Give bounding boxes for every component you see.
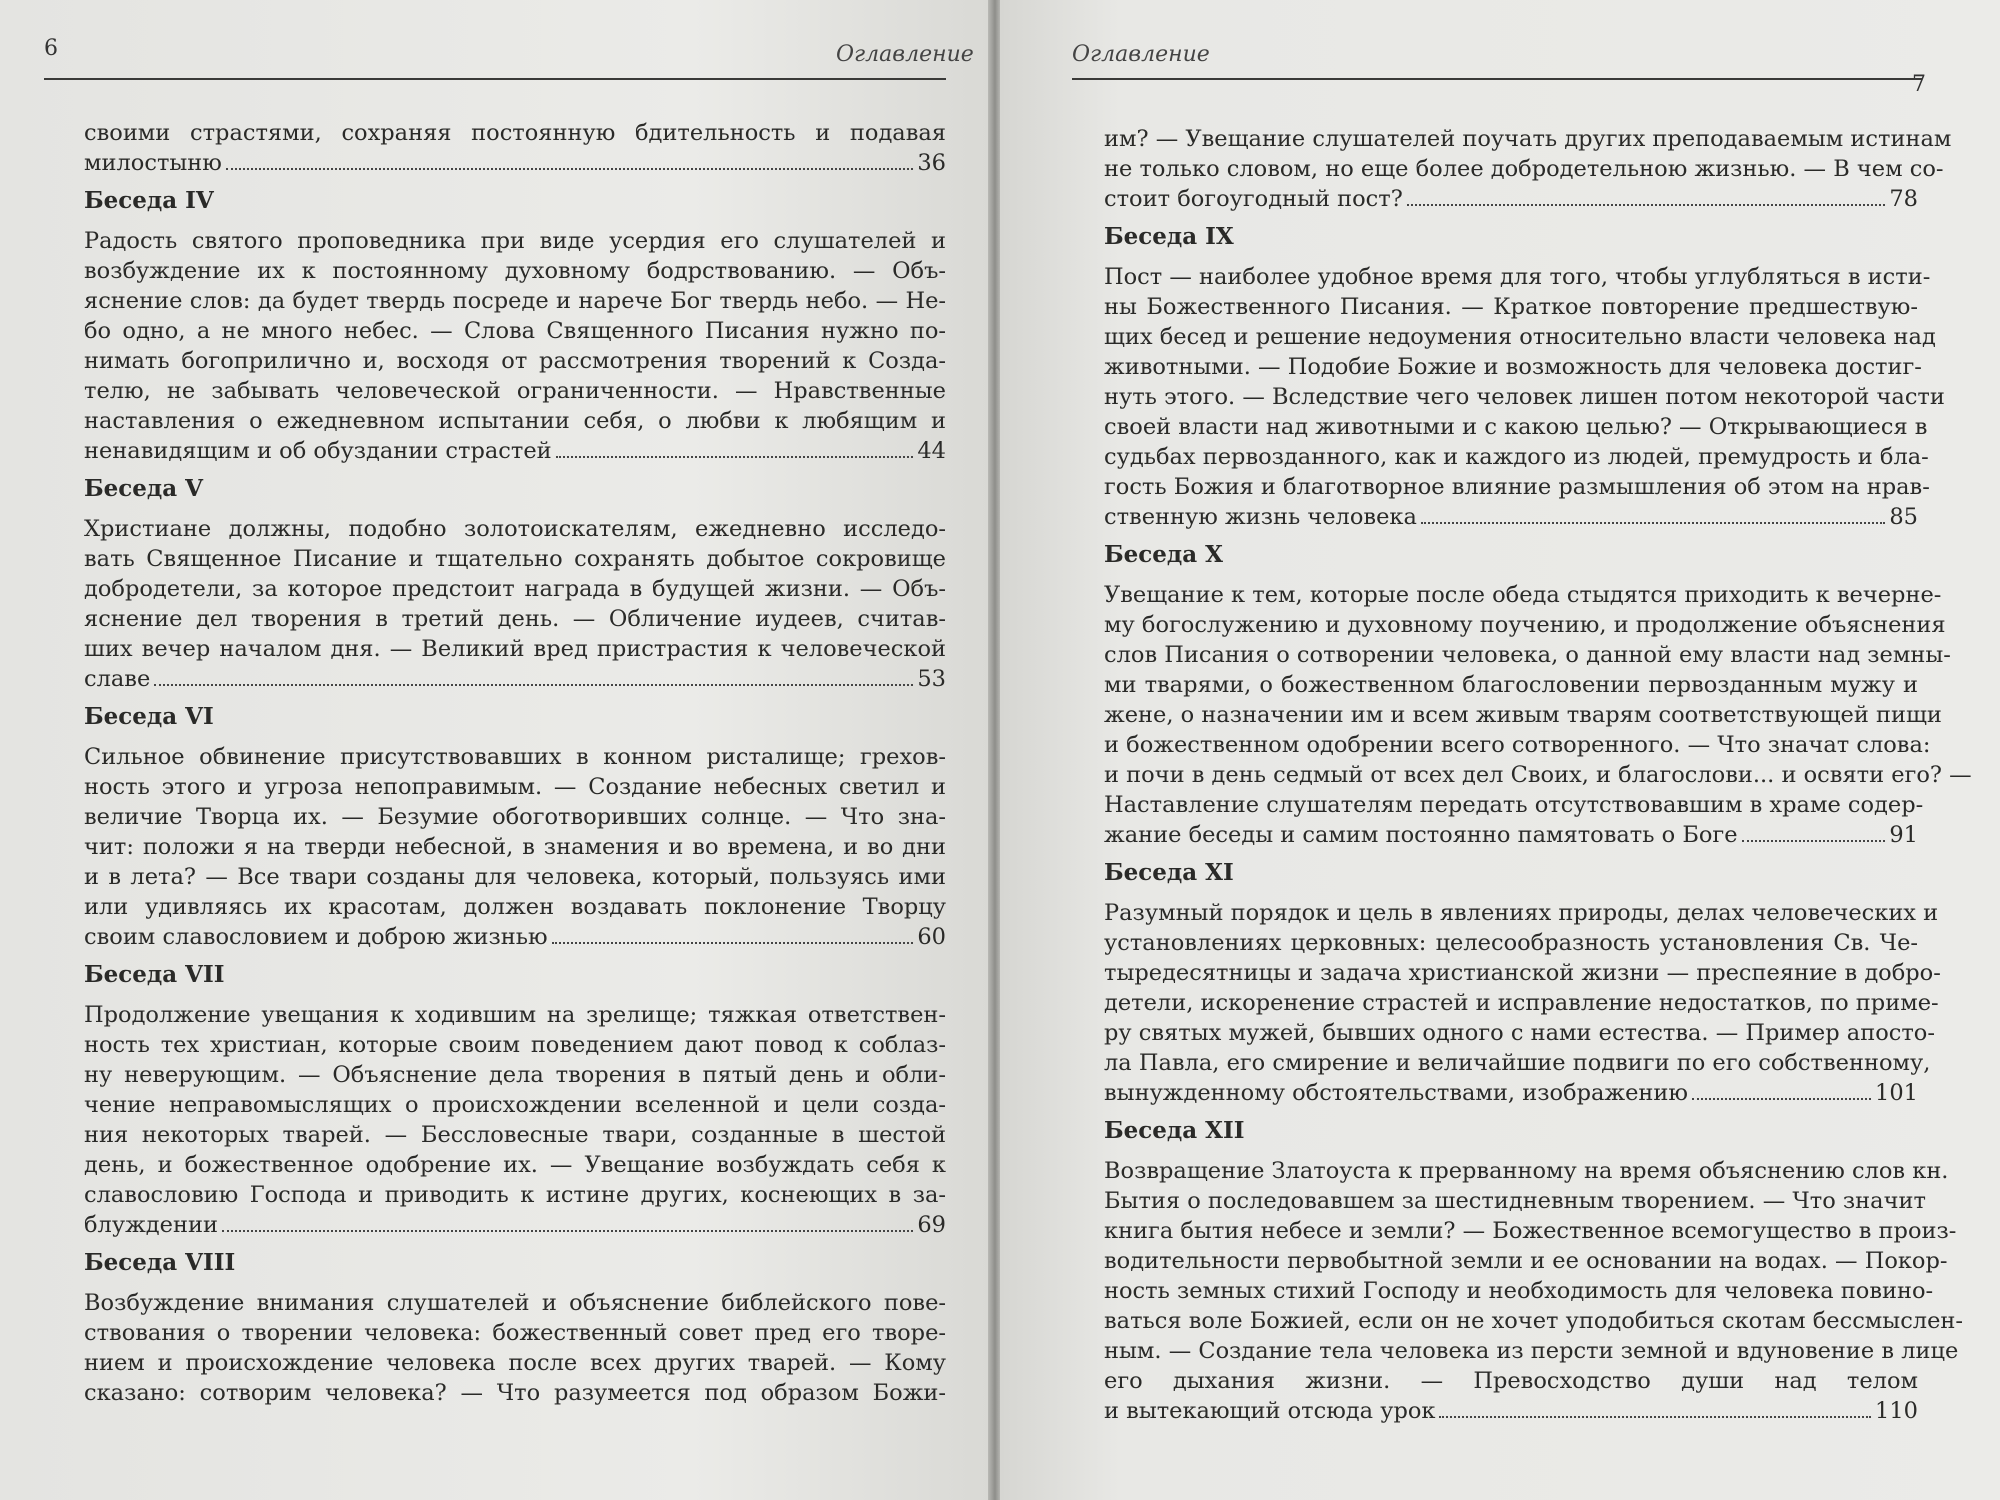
toc-text-line: его дыхания жизни. — Превосходство души над телом (1104, 1368, 1918, 1394)
dot-leader (1421, 522, 1886, 524)
toc-text-line: Возбуждение внимания слушателей и объяснение библейского пове- (84, 1290, 946, 1316)
sermon-heading: Беседа X (1104, 541, 1224, 568)
dot-leader (556, 456, 914, 458)
toc-text-line: чит: положи я на тверди небесной, в знамения и во времена, и во дни (84, 834, 946, 860)
toc-text-line: водительности первобытной земли и ее основании на водах. — Покор- (1104, 1248, 1948, 1274)
toc-page-number: 91 (1889, 822, 1918, 848)
toc-text-line: наставления о ежедневном испытании себя, о любви к любящим и (84, 408, 946, 434)
page-number: 6 (44, 36, 58, 61)
toc-entry-row (84, 922, 946, 952)
dot-leader (226, 168, 913, 170)
toc-entry (84, 960, 946, 1240)
toc-text-line: слов Писания о сотворении человека, о данной ему власти над земны- (1104, 642, 1951, 668)
toc-text-line: установлениях церковных: целесообразность установления Св. Че- (1104, 930, 1918, 956)
toc-text-line: день, и божественное одобрение их. — Увещание возбуждать себя к (84, 1152, 946, 1178)
toc-entry (84, 702, 946, 952)
toc-text-line: щих бесед и решение недоумения относительно власти человека над (1104, 324, 1936, 350)
toc-continued-entry (1104, 124, 1952, 214)
right-page (1000, 0, 2000, 1500)
toc-text-line: чение неправомыслящих о происхождении вселенной и цели созда- (84, 1092, 946, 1118)
toc-last-line: стоит богоугодный пост? (1104, 186, 1403, 212)
toc-text-line: величие Творца их. — Безумие обоготворивших солнце. — Что зна- (84, 804, 946, 830)
header-rule (44, 78, 946, 80)
toc-entry (1104, 222, 1945, 532)
toc-entry-row (1104, 1396, 1918, 1426)
toc-page-number: 44 (917, 438, 946, 464)
toc-text-line: ну неверующим. — Объяснение дела творения в пятый день и обли- (84, 1062, 946, 1088)
toc-text-line: добродетели, за которое предстоит награда в будущей жизни. — Объ- (84, 576, 946, 602)
toc-entry (84, 1248, 946, 1408)
toc-entry-row (84, 148, 946, 178)
toc-text-line: яснение дел творения в третий день. — Обличение иудеев, считав- (84, 606, 946, 632)
toc-text-line: ла Павла, его смирение и величайшие подвиги по его собственному, (1104, 1050, 1931, 1076)
toc-text-line: возбуждение их к постоянному духовному бодрствованию. — Объ- (84, 258, 946, 284)
toc-last-line: милостыню (84, 150, 222, 176)
toc-text-line: бо одно, а не много небес. — Слова Священного Писания нужно по- (84, 318, 946, 344)
toc-entry-row (1104, 820, 1918, 850)
toc-last-line: ственную жизнь человека (1104, 504, 1417, 530)
dot-leader (1692, 1098, 1871, 1100)
toc-entry-row (84, 1210, 946, 1240)
dot-leader (1439, 1416, 1871, 1418)
toc-last-line: вынужденному обстоятельствами, изображению (1104, 1080, 1689, 1106)
toc-entry-row (84, 664, 946, 694)
toc-text-line: или удивляясь их красотам, должен воздавать поклонение Творцу (84, 894, 946, 920)
dot-leader (222, 1230, 913, 1232)
toc-text-line: яснение слов: да будет твердь посреде и нарече Бог твердь небо. — Не- (84, 288, 946, 314)
toc-content (84, 118, 946, 1412)
sermon-heading: Беседа XI (1104, 859, 1234, 886)
toc-text-line: ность этого и угроза непоправимым. — Создание небесных светил и (84, 774, 946, 800)
toc-page-number: 69 (917, 1212, 946, 1238)
toc-text-line: ших вечер началом дня. — Великий вред пристрастия к человеческой (84, 636, 946, 662)
sermon-heading: Беседа XII (1104, 1117, 1245, 1144)
dot-leader (154, 684, 913, 686)
sermon-heading: Беседа IV (84, 187, 214, 214)
toc-entry (84, 474, 946, 694)
toc-entry (84, 186, 946, 466)
toc-text-line: судьбах первозданного, как и каждого из людей, премудрость и бла- (1104, 444, 1929, 470)
toc-text-line: Радость святого проповедника при виде усердия его слушателей и (84, 228, 946, 254)
toc-entry-row (1104, 502, 1918, 532)
toc-text-line: нимать богоприлично и, восходя от рассмотрения творений к Созда- (84, 348, 946, 374)
toc-last-line: своим славословием и доброю жизнью (84, 924, 548, 950)
toc-continued-entry (84, 118, 946, 178)
toc-page-number: 85 (1889, 504, 1918, 530)
dot-leader (1742, 840, 1886, 842)
toc-entry-row (1104, 1078, 1918, 1108)
toc-text-line: Наставление слушателям передать отсутствовавшим в храме содер- (1104, 792, 1924, 818)
toc-text-line: Пост — наиболее удобное время для того, чтобы углубляться в исти- (1104, 264, 1931, 290)
toc-text-line: детели, искоренение страстей и исправление недостатков, по приме- (1104, 990, 1939, 1016)
toc-text-line: своими страстями, сохраняя постоянную бдительность и подавая (84, 120, 946, 146)
toc-entry-row (1104, 184, 1918, 214)
toc-text-line: Возвращение Златоуста к прерванному на время объяснению слов кн. (1104, 1158, 1949, 1184)
toc-text-line: славословию Господа и приводить к истине других, коснеющих в за- (84, 1182, 946, 1208)
toc-text-line: ность тех христиан, которые своим поведением дают повод к соблаз- (84, 1032, 946, 1058)
toc-last-line: славе (84, 666, 151, 692)
toc-text-line: Разумный порядок и цель в явлениях природы, делах человеческих и (1104, 900, 1939, 926)
toc-text-line: и в лета? — Все твари созданы для человека, который, пользуясь ими (84, 864, 946, 890)
toc-text-line: телю, не забывать человеческой ограниченности. — Нравственные (84, 378, 946, 404)
dot-leader (552, 942, 914, 944)
toc-last-line: жание беседы и самим постоянно памятовать о Боге (1104, 822, 1738, 848)
toc-text-line: сказано: сотворим человека? — Что разумеется под образом Божи- (84, 1380, 946, 1406)
toc-text-line: Увещание к тем, которые после обеда стыдятся приходить к вечерне- (1104, 582, 1942, 608)
sermon-heading: Беседа VI (84, 703, 214, 730)
toc-text-line: не только словом, но еще более добродетельною жизнью. — В чем со- (1104, 156, 1944, 182)
toc-text-line: ны Божественного Писания. — Краткое повторение предшествую- (1104, 294, 1918, 320)
toc-entry (1104, 858, 1941, 1108)
toc-entry (1104, 1116, 1964, 1426)
sermon-heading: Беседа V (84, 475, 204, 502)
toc-text-line: своей власти над животными и с какою целью? — Открывающиеся в (1104, 414, 1928, 440)
toc-last-line: блуждении (84, 1212, 218, 1238)
toc-text-line: им? — Увещание слушателей поучать других преподаваемым истинам (1104, 126, 1952, 152)
sermon-heading: Беседа VIII (84, 1249, 236, 1276)
toc-text-line: ным. — Создание тела человека из персти земной и вдуновение в лице (1104, 1338, 1959, 1364)
sermon-heading: Беседа VII (84, 961, 225, 988)
toc-text-line: Христиане должны, подобно золотоискателям, ежедневно исследо- (84, 516, 946, 542)
toc-text-line: Сильное обвинение присутствовавших в конном ристалище; грехов- (84, 744, 946, 770)
left-page (0, 0, 990, 1500)
toc-text-line: жене, о назначении им и всем живым тварям соответствующей пищи (1104, 702, 1942, 728)
page-number: 7 (1912, 72, 1926, 97)
toc-text-line: тыредесятницы и задача христианской жизни — преспеяние в добро- (1104, 960, 1941, 986)
toc-entry-row (84, 436, 946, 466)
toc-last-line: и вытекающий отсюда урок (1104, 1398, 1436, 1424)
toc-page-number: 110 (1875, 1398, 1918, 1424)
toc-text-line: ствования о творении человека: божественный совет пред его творе- (84, 1320, 946, 1346)
toc-text-line: вать Священное Писание и тщательно сохранять добытое сокровище (84, 546, 946, 572)
toc-text-line: и божественном одобрении всего сотворенного. — Что значат слова: (1104, 732, 1931, 758)
toc-text-line: ваться воле Божией, если он не хочет уподобиться скотам бессмыслен- (1104, 1308, 1964, 1334)
toc-text-line: ру святых мужей, бывших одного с нами естества. — Пример апосто- (1104, 1020, 1935, 1046)
toc-content (1104, 124, 1972, 1430)
running-head: Оглавление (1072, 42, 1210, 67)
sermon-heading: Беседа IX (1104, 223, 1234, 250)
running-head: Оглавление (836, 42, 974, 67)
toc-last-line: ненавидящим и об обуздании страстей (84, 438, 552, 464)
toc-text-line: животными. — Подобие Божие и возможность для человека достиг- (1104, 354, 1922, 380)
toc-text-line: ность земных стихий Господу и необходимость для человека повино- (1104, 1278, 1934, 1304)
toc-text-line: му богослужению и духовному поучению, и продолжение объяснения (1104, 612, 1946, 638)
toc-page-number: 60 (917, 924, 946, 950)
toc-page-number: 78 (1889, 186, 1918, 212)
toc-text-line: ми тварями, о божественном благословении первозданным мужу и (1104, 672, 1918, 698)
toc-text-line: Продолжение увещания к ходившим на зрелище; тяжкая ответствен- (84, 1002, 946, 1028)
toc-text-line: гость Божия и благотворное влияние размышления об этом на нрав- (1104, 474, 1930, 500)
toc-text-line: нуть этого. — Вследствие чего человек лишен потом некоторой части (1104, 384, 1945, 410)
toc-text-line: нием и происхождение человека после всех других тварей. — Кому (84, 1350, 946, 1376)
dot-leader (1407, 204, 1886, 206)
toc-text-line: Бытия о последовавшем за шестидневным творением. — Что значит (1104, 1188, 1926, 1214)
toc-text-line: книга бытия небесе и земли? — Божественное всемогущество в произ- (1104, 1218, 1957, 1244)
toc-entry (1104, 540, 1972, 850)
toc-page-number: 36 (917, 150, 946, 176)
toc-page-number: 53 (917, 666, 946, 692)
header-rule (1072, 78, 1922, 80)
toc-text-line: и почи в день седмый от всех дел Своих, и благослови... и освяти его? — (1104, 762, 1972, 788)
toc-text-line: ния некоторых тварей. — Бессловесные твари, созданные в шестой (84, 1122, 946, 1148)
toc-page-number: 101 (1875, 1080, 1918, 1106)
